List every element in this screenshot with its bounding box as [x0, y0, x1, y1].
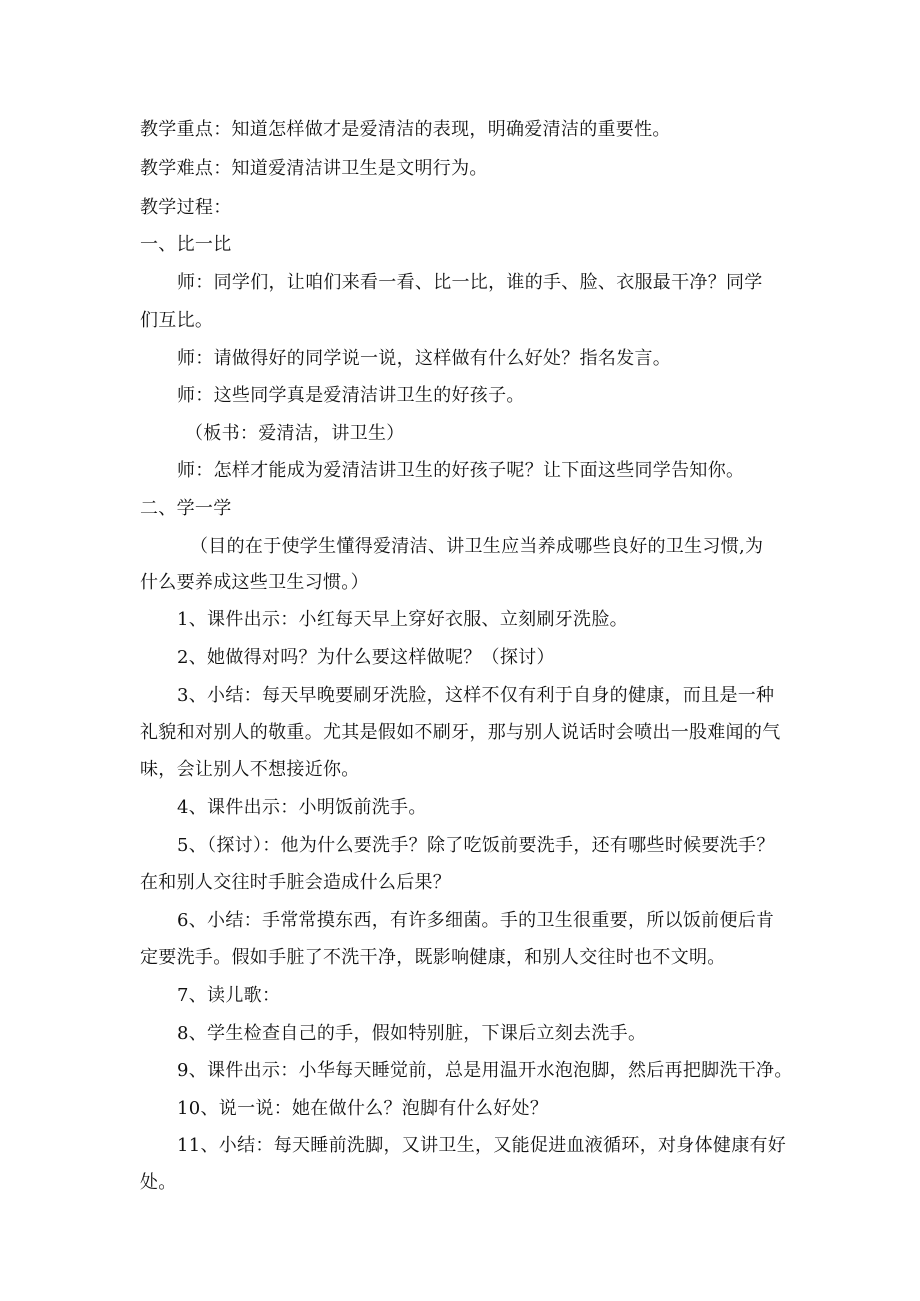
section-heading-compare: 一、比一比 — [140, 234, 232, 255]
teaching-process-heading: 教学过程： — [140, 197, 232, 218]
paragraph-line: 定要洗手。假如手脏了不洗干净，既影响健康，和别人交往时也不文明。 — [140, 947, 726, 968]
list-item: 5、（探讨）：他为什么要洗手？除了吃饭前要洗手，还有哪些时候要洗手？ — [177, 835, 775, 856]
list-item: 3、小结：每天早晚要刷牙洗脸，这样不仅有利于自身的健康，而且是一种 — [177, 685, 775, 706]
paragraph-line: 在和别人交往时手脏会造成什么后果？ — [140, 872, 452, 893]
list-item: 11、小结：每天睡前洗脚，又讲卫生，又能促进血液循环，对身体健康有好 — [177, 1135, 787, 1156]
list-item: 1、课件出示：小红每天早上穿好衣服、立刻刷牙洗脸。 — [177, 609, 628, 630]
paragraph-line: （目的在于使学生懂得爱清洁、讲卫生应当养成哪些良好的卫生习惯,为 — [190, 536, 764, 557]
paragraph-line: 们互比。 — [140, 310, 214, 331]
list-item: 8、学生检查自己的手，假如特别脏，下课后立刻去洗手。 — [177, 1023, 647, 1044]
paragraph-line: 礼貌和对别人的敬重。尤其是假如不刷牙，那与别人说话时会喷出一股难闻的气 — [140, 722, 781, 743]
paragraph-line: 师：怎样才能成为爱清洁讲卫生的好孩子呢？让下面这些同学告知你。 — [177, 460, 745, 481]
teaching-difficulty: 教学难点：知道爱清洁讲卫生是文明行为。 — [140, 158, 488, 179]
paragraph-line: 师：同学们，让咱们来看一看、比一比，谁的手、脸、衣服最干净？同学 — [177, 272, 763, 293]
list-item: 6、小结：手常常摸东西，有许多细菌。手的卫生很重要，所以饭前便后肯 — [177, 910, 775, 931]
paragraph-line: 什么要养成这些卫生习惯。） — [140, 572, 369, 593]
paragraph-line: 师：这些同学真是爱清洁讲卫生的好孩子。 — [177, 385, 525, 406]
list-item: 10、说一说：她在做什么？泡脚有什么好处？ — [177, 1098, 549, 1119]
list-item: 9、课件出示：小华每天睡觉前，总是用温开水泡泡脚，然后再把脚洗干净。 — [177, 1060, 793, 1081]
list-item: 4、课件出示：小明饭前洗手。 — [177, 797, 427, 818]
board-writing-note: （板书：爱清洁，讲卫生） — [185, 423, 405, 444]
teaching-key-point: 教学重点：知道怎样做才是爱清洁的表现，明确爱清洁的重要性。 — [140, 119, 671, 140]
paragraph-line: 处。 — [140, 1172, 177, 1193]
paragraph-line: 味，会让别人不想接近你。 — [140, 759, 360, 780]
list-item: 7、读儿歌： — [177, 985, 281, 1006]
paragraph-line: 师：请做得好的同学说一说，这样做有什么好处？指名发言。 — [177, 348, 672, 369]
section-heading-learn: 二、学一学 — [140, 498, 232, 519]
list-item: 2、她做得对吗？为什么要这样做呢？（探讨） — [177, 647, 555, 668]
